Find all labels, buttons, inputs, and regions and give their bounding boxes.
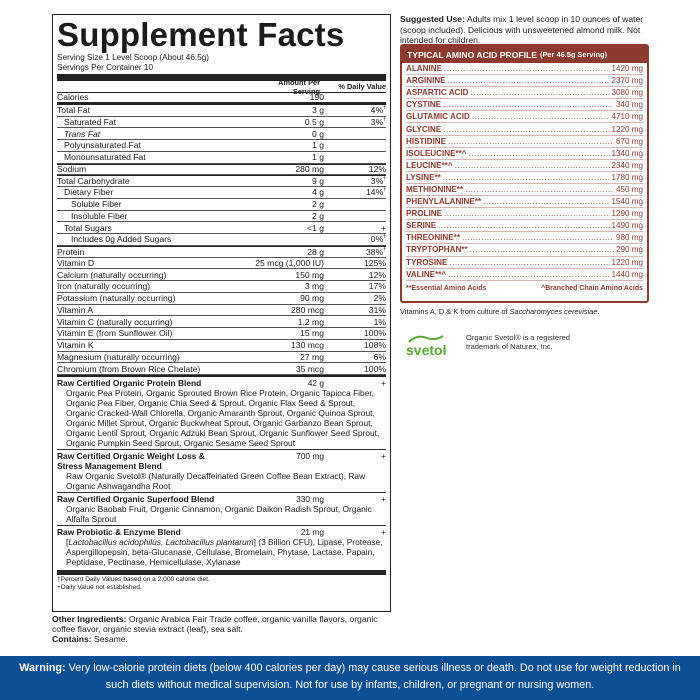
dot-leader	[448, 270, 609, 279]
amino-acid-value: 670 mg	[616, 136, 643, 146]
panel-title: Supplement Facts	[57, 16, 345, 53]
nutrient-daily-value	[342, 270, 386, 280]
amino-acid-row	[406, 220, 643, 232]
nutrient-amount: 9 g	[312, 176, 324, 187]
amino-acid-name: PROLINE	[406, 209, 442, 219]
amino-acid-value: 1290 mg	[611, 209, 643, 219]
dot-leader	[443, 125, 609, 134]
blend-name: Raw Certified Organic Superfood Blend	[57, 494, 215, 504]
amino-acid-name: METHIONINE**	[406, 184, 464, 194]
nutrient-daily-value	[342, 317, 386, 327]
amino-acid-row	[406, 160, 643, 172]
daily-value-header: % Daily Value	[338, 82, 386, 91]
dot-leader	[444, 209, 610, 218]
daily-value-text: 12%	[368, 269, 386, 280]
daily-value-mark: †	[383, 176, 386, 183]
nutrient-name: Total Carbohydrate	[57, 176, 130, 187]
nutrient-amount: 0 g	[312, 128, 324, 139]
daily-value-mark: †	[383, 187, 386, 194]
blend-ingredients: Organic Pea Protein, Organic Sprouted Brown Rice Protein, Organic Tapioca Fiber, Organic Pea Fiber, Organic Chia Seed & Sprout, Organic Flax Seed & Sprout, Organic Cracked-Wall Chlorella, Organic Amaranth Sprout, Organic Quinoa Sprout, Organic Millet Sprout, Organic Buckwheat Sprout, Organic Garbanzo Bean Sprout, Organic Lentil Sprout, Organic Adzuki Bean Sprout, Organic Sunflower Seed Sprout, Organic Pumpkin Seed Sprout, Organic Sesame Seed Sprout	[66, 388, 380, 448]
amino-acid-row	[406, 123, 643, 135]
nutrient-row	[57, 305, 386, 317]
blend-ingredients: Organic Baobab Fruit, Organic Cinnamon, Organic Daikon Radish Sprout, Organic Alfalfa Sprout	[66, 504, 372, 524]
nutrient-daily-value	[342, 247, 386, 257]
amino-acid-name: TYROSINE	[406, 257, 448, 267]
nutrient-row	[57, 105, 386, 117]
blend-amount: 42 g	[307, 378, 324, 388]
nutrient-amount: 15 mg	[300, 328, 324, 339]
daily-value-text: 12%	[368, 164, 386, 175]
nutrient-row	[57, 352, 386, 364]
daily-value-text: 0%	[370, 234, 384, 245]
nutrient-name: Potassium (naturally occurring)	[57, 293, 176, 304]
nutrient-daily-value	[342, 258, 386, 268]
amino-acid-value: 1540 mg	[611, 197, 643, 207]
daily-value-mark: †	[383, 234, 386, 241]
nutrient-daily-value	[342, 223, 386, 233]
dot-leader	[443, 100, 614, 109]
nutrient-row	[57, 293, 386, 305]
contains-text: Sesame.	[94, 634, 128, 644]
dot-leader	[448, 137, 614, 146]
amino-acid-row	[406, 257, 643, 269]
nutrient-daily-value	[342, 352, 386, 362]
nutrient-name: Calcium (naturally occurring)	[57, 269, 167, 280]
nutrient-name: Vitamin A	[57, 304, 94, 315]
amino-acid-value: 1440 mg	[611, 269, 643, 279]
nutrient-row	[57, 269, 386, 281]
nutrient-row	[57, 211, 386, 223]
nutrient-amount: 280 mcg	[291, 304, 324, 315]
amino-acid-row	[406, 232, 643, 244]
nutrient-name: Chromium (from Brown Rice Chelate)	[57, 363, 201, 374]
daily-value-text: 125%	[364, 257, 386, 268]
amino-acid-value: 4710 mg	[611, 112, 643, 122]
amino-acid-name: THREONINE**	[406, 233, 460, 243]
amino-acid-row	[406, 87, 643, 99]
nutrient-amount: 27 mg	[300, 351, 324, 362]
nutrient-name: Total Fat	[57, 105, 90, 116]
amino-acid-name: GLYCINE	[406, 124, 442, 134]
nutrient-name: Saturated Fat	[64, 116, 117, 127]
amino-acid-footnotes	[406, 285, 643, 292]
amino-acid-name: LEUCINE**^	[406, 160, 453, 170]
serving-size: Serving Size 1 Level Scoop (About 46.5g)	[57, 53, 210, 62]
daily-value-text: +	[380, 222, 386, 233]
amino-acid-name: ALANINE	[406, 64, 442, 74]
nutrient-daily-value	[342, 340, 386, 350]
nutrient-amount: <1 g	[307, 222, 324, 233]
nutrient-amount: 1 g	[312, 152, 324, 163]
warning-banner	[0, 656, 700, 700]
dot-leader	[462, 233, 614, 242]
nutrient-row	[57, 246, 386, 258]
dot-leader	[469, 149, 610, 158]
nutrient-daily-value	[342, 293, 386, 303]
daily-value-text: 3%	[370, 116, 384, 127]
amino-acid-value: 3080 mg	[611, 88, 643, 98]
daily-value-text: 14%	[366, 187, 384, 198]
blend-header	[57, 375, 386, 388]
nutrient-row	[57, 117, 386, 129]
blend-header	[57, 492, 386, 504]
suggested-use	[400, 14, 660, 46]
supplement-facts-panel	[52, 14, 391, 612]
amino-acid-value: 2370 mg	[611, 76, 643, 86]
amino-acid-value: 450 mg	[616, 184, 643, 194]
blend-ingredients: [Lactobacillus acidophilus, Lactobacillus plantarum] (3 Billion CFU), Lipase, Protease, Aspergillopepsin, beta-Glucanase, Cellulase, Bromelain, Phytase, Lactase, Papain, Peptidase, Pectinase, Hemicellulase, Xylanase	[66, 537, 383, 567]
nutrient-name: Vitamin E (from Sunflower Oil)	[57, 328, 173, 339]
dot-leader	[471, 88, 610, 97]
amino-acid-name: GLUTAMIC ACID	[406, 112, 470, 122]
amino-acid-row	[406, 136, 643, 148]
amino-acid-name: ARGININE	[406, 76, 446, 86]
nutrient-row	[57, 152, 386, 164]
amount-header: Amount Per Serving	[278, 77, 320, 96]
nutrient-name: Sodium	[57, 164, 87, 175]
amino-acid-row	[406, 244, 643, 256]
nutrient-amount: 35 mcg	[295, 363, 324, 374]
amino-acid-value: 290 mg	[616, 245, 643, 255]
nutrient-row	[57, 175, 386, 187]
daily-value-text: 100%	[364, 328, 386, 339]
enzyme-list: (3 Billion CFU), Lipase, Protease, Aspergillopepsin, beta-Glucanase, Cellulase, Bromelain, Phytase, Lactase, Papain, Peptidase, Pectinase, Hemicellulase, Xylanase	[66, 537, 383, 567]
nutrient-amount: 2 g	[312, 199, 324, 210]
dot-leader	[438, 221, 609, 230]
nutrient-amount: 1.2 mg	[297, 316, 324, 327]
nutrient-row	[57, 258, 386, 270]
nutrient-amount: 3 g	[312, 105, 324, 116]
nutrient-amount: 150 mg	[295, 269, 324, 280]
amino-acid-value: 1780 mg	[611, 172, 643, 182]
amino-acid-rows	[402, 63, 647, 281]
daily-value-text: 2%	[373, 293, 386, 304]
nutrient-rows	[57, 93, 386, 375]
svetol-logo-text: svetol	[406, 342, 447, 358]
amino-acid-value: 1340 mg	[611, 148, 643, 158]
footnote-plus: +Daily Value not established.	[57, 584, 142, 591]
nutrient-name: Magnesium (naturally occurring)	[57, 351, 180, 362]
blend-daily-value: +	[381, 451, 386, 461]
nutrient-daily-value	[342, 305, 386, 315]
nutrient-name: Dietary Fiber	[64, 187, 114, 198]
blend-amount: 700 mg	[296, 451, 324, 461]
amino-acid-row	[406, 148, 643, 160]
other-ingredients-label: Other Ingredients:	[52, 614, 127, 624]
blend-amount: 21 mg	[300, 527, 324, 537]
daily-value-text: 3%	[370, 176, 384, 187]
svetol-trademark: Organic Svetol® is a registered trademark of Naturex, Inc.	[466, 333, 570, 351]
amino-acid-value: 1420 mg	[611, 64, 643, 74]
daily-value-text: 6%	[373, 351, 386, 362]
nutrient-name: Total Sugars	[64, 222, 112, 233]
nutrient-row	[57, 328, 386, 340]
blend-rows	[57, 375, 386, 568]
nutrient-name: Vitamin D	[57, 257, 95, 268]
amino-acid-name: CYSTINE	[406, 100, 442, 110]
amino-acid-value: 980 mg	[616, 233, 643, 243]
suggested-use-text: Adults mix 1 level scoop in 10 ounces of water (scoop included). Delicious with unsweetened almond milk. Not intended for children.	[400, 14, 644, 45]
amino-acid-profile	[400, 44, 649, 303]
dot-leader	[443, 173, 610, 182]
suggested-use-label: Suggested Use:	[400, 14, 465, 24]
nutrient-daily-value	[342, 234, 386, 244]
amino-acid-title: TYPICAL AMINO ACID PROFILE	[407, 49, 538, 60]
daily-value-mark: †	[383, 105, 386, 112]
nutrient-daily-value	[342, 281, 386, 291]
nutrient-amount: 2 g	[312, 210, 324, 221]
blend-ingredients: Raw Organic Svetol® (Naturally Decaffeinated Green Coffee Bean Extract), Raw Organic Ashwagandha Root	[66, 471, 366, 491]
dot-leader	[449, 258, 609, 267]
amino-acid-row	[406, 99, 643, 111]
nutrient-daily-value	[342, 164, 386, 174]
dot-leader	[444, 64, 610, 73]
nutrient-row	[57, 128, 386, 140]
amino-acid-name: ISOLEUCINE**^	[406, 148, 467, 158]
column-header	[57, 77, 386, 96]
amino-acid-value: 340 mg	[616, 100, 643, 110]
nutrient-amount: 280 mg	[295, 164, 324, 175]
daily-value-text: 4%	[370, 105, 384, 116]
amino-acid-row	[406, 184, 643, 196]
dot-leader	[455, 161, 610, 170]
nutrient-row	[57, 281, 386, 293]
blend-header	[57, 449, 386, 471]
amino-acid-title-bar	[402, 46, 647, 63]
nutrient-name: Calories	[57, 92, 89, 103]
nutrient-name: Protein	[57, 246, 85, 257]
vitamins-note-organism: Saccharomyces cerevisiae	[509, 307, 598, 316]
amino-acid-name: ASPARTIC ACID	[406, 88, 469, 98]
nutrient-name: Vitamin K	[57, 340, 94, 351]
amino-acid-name: SERINE	[406, 221, 437, 231]
nutrient-amount: 3 mg	[304, 281, 324, 292]
other-ingredients-text: Organic Arabica Fair Trade coffee, organic vanilla flavors, organic coffee flavor, organic stevia extract (leaf), sea salt.	[52, 614, 378, 634]
nutrient-amount: 90 mg	[300, 293, 324, 304]
nutrient-name: Insoluble Fiber	[71, 210, 128, 221]
daily-value-text: 31%	[368, 304, 386, 315]
amino-acid-name: HISTIDINE	[406, 136, 447, 146]
blend-daily-value: +	[381, 527, 386, 537]
nutrient-name: Soluble Fiber	[71, 199, 122, 210]
amino-acid-name: LYSINE**	[406, 172, 441, 182]
dot-leader	[465, 185, 614, 194]
nutrient-amount: 1 g	[312, 140, 324, 151]
amino-acid-value: 1490 mg	[611, 221, 643, 231]
nutrient-amount: 190	[309, 92, 324, 103]
nutrient-name: Monounsaturated Fat	[64, 152, 146, 163]
nutrient-row	[57, 363, 386, 375]
amino-acid-subtitle: (Per 46.5g Serving)	[540, 50, 607, 59]
svetol-logo	[405, 333, 455, 359]
daily-value-text: 17%	[368, 281, 386, 292]
nutrient-name: Iron (naturally occurring)	[57, 281, 151, 292]
amino-acid-value: 1220 mg	[611, 124, 643, 134]
vitamins-source-note	[400, 307, 600, 316]
warning-label: Warning:	[19, 662, 66, 674]
blend-amount: 330 mg	[296, 494, 324, 504]
daily-value-text: 108%	[364, 340, 386, 351]
nutrient-name: Vitamin C (naturally occurring)	[57, 316, 173, 327]
amino-acid-row	[406, 63, 643, 75]
daily-value-mark: †	[383, 116, 386, 123]
dot-leader	[483, 197, 609, 206]
nutrient-amount: 4 g	[312, 187, 324, 198]
nutrient-amount: 28 g	[307, 246, 324, 257]
nutrient-amount: 130 mcg	[291, 340, 324, 351]
blend-name: Raw Certified Organic Protein Blend	[57, 378, 202, 388]
blend-daily-value: +	[381, 494, 386, 504]
amino-acid-row	[406, 172, 643, 184]
dot-leader	[448, 76, 610, 85]
nutrient-daily-value	[342, 187, 386, 197]
nutrient-daily-value	[342, 117, 386, 127]
contains-label: Contains:	[52, 634, 92, 644]
nutrient-amount: 25 mcg (1,000 IU)	[255, 257, 324, 268]
amino-acid-row	[406, 111, 643, 123]
amino-acid-row	[406, 208, 643, 220]
nutrient-name: Includes 0g Added Sugars	[71, 234, 172, 245]
nutrient-row	[57, 93, 386, 105]
nutrient-row	[57, 187, 386, 199]
vitamins-note-suffix: .	[597, 307, 600, 316]
nutrient-name: Trans Fat	[64, 128, 101, 139]
amino-acid-value: 2340 mg	[611, 160, 643, 170]
warning-text: Very low-calorie protein diets (below 400 calories per day) may cause serious illness or death. Do not use for weight reduction in such diets without medical supervision. Not for use by infants, children, or pregnant or nursing women.	[68, 662, 681, 691]
nutrient-daily-value	[342, 176, 386, 186]
dot-leader	[470, 245, 614, 254]
vitamins-note-prefix: Vitamins A, D & K from culture of	[400, 307, 510, 316]
nutrient-row	[57, 234, 386, 246]
amino-acid-name: TRYPTOPHAN**	[406, 245, 468, 255]
essential-footnote: **Essential Amino Acids	[406, 284, 487, 292]
nutrient-row	[57, 164, 386, 176]
amino-acid-row	[406, 75, 643, 87]
nutrient-name: Polyunsaturated Fat	[64, 140, 141, 151]
nutrient-row	[57, 340, 386, 352]
blend-daily-value: +	[381, 378, 386, 388]
probiotic-strains: Lactobacillus acidophilus, Lactobacillus plantarum	[68, 537, 254, 547]
amino-acid-name: VALINE**^	[406, 269, 447, 279]
daily-value-text: 38%	[366, 246, 384, 257]
blend-header	[57, 525, 386, 537]
daily-value-text: 100%	[364, 363, 386, 374]
nutrient-daily-value	[342, 364, 386, 374]
footnotes	[57, 570, 386, 592]
other-ingredients	[52, 614, 392, 644]
branched-footnote: ^Branched Chain Amino Acids	[541, 284, 643, 292]
daily-value-text: 1%	[373, 316, 386, 327]
blend-name: Raw Probiotic & Enzyme Blend	[57, 527, 181, 537]
daily-value-mark: †	[383, 246, 386, 253]
nutrient-row	[57, 316, 386, 328]
nutrient-daily-value	[342, 105, 386, 115]
amino-acid-row	[406, 196, 643, 208]
amino-acid-value: 1220 mg	[611, 257, 643, 267]
blend-name: Raw Certified Organic Weight Loss & Stress Management Blend	[57, 451, 205, 471]
nutrient-row	[57, 140, 386, 152]
amino-acid-row	[406, 269, 643, 281]
servings-per-container: Servings Per Container 10	[57, 62, 154, 72]
nutrient-row	[57, 199, 386, 211]
nutrient-row	[57, 222, 386, 234]
nutrient-amount: 0.5 g	[304, 116, 324, 127]
nutrient-daily-value	[342, 328, 386, 338]
amino-acid-name: PHENYLALANINE**	[406, 197, 482, 207]
footnote-dv: †Percent Daily Values based on a 2,000 calorie diet.	[57, 576, 210, 583]
dot-leader	[472, 112, 610, 121]
divider-thick	[57, 74, 386, 81]
